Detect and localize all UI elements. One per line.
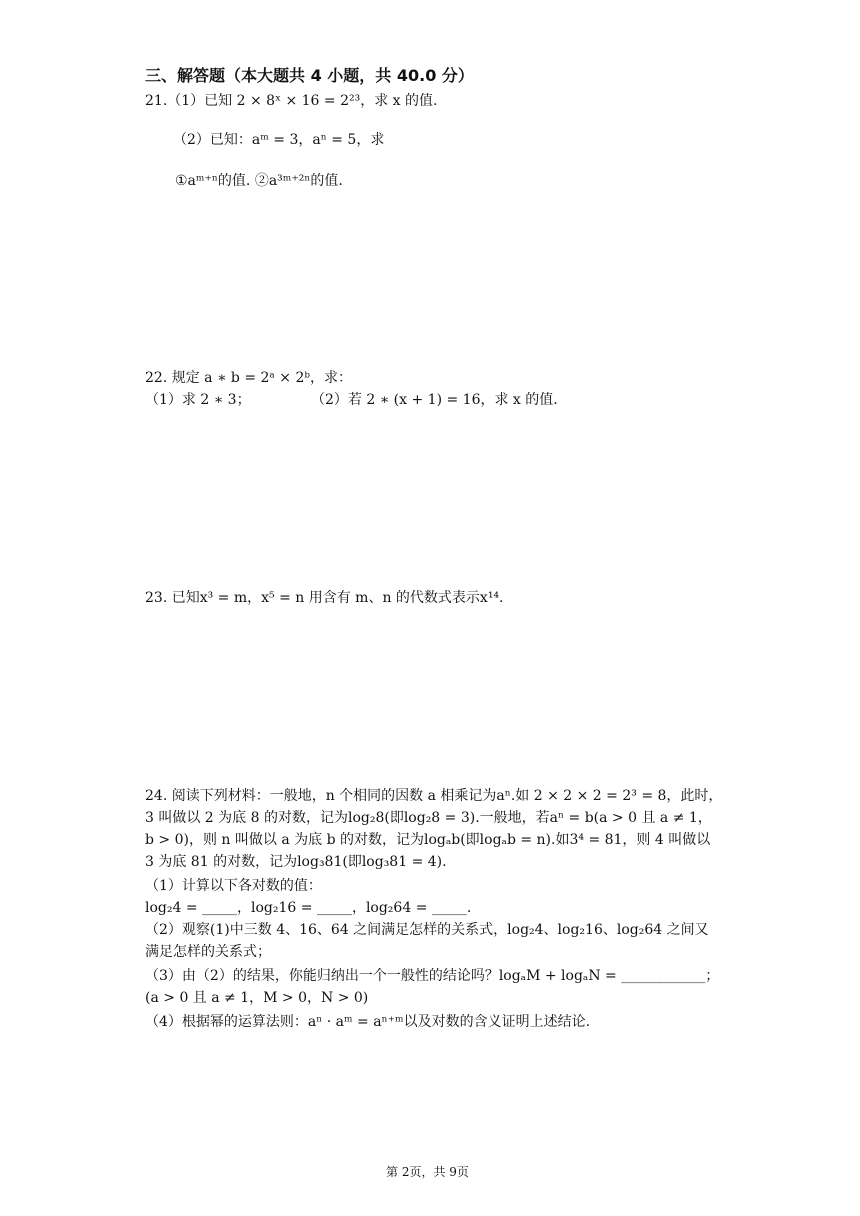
section-title: 三、解答题（本大题共 4 小题，共 40.0 分） [145,66,474,85]
q24-part1-blanks: log₂4 = _____，log₂16 = _____，log₂64 = _____. [145,900,472,916]
q21-part1: 21.（1）已知 2 × 8ˣ × 16 = 2²³，求 x 的值. [145,93,438,109]
q24-part2-line1: （2）观察(1)中三数 4、16、64 之间满足怎样的关系式，log₂4、log₂16、log₂64 之间又 [145,922,709,938]
q24-material-line3: b > 0)，则 n 叫做以 a 为底 b 的对数，记为logₐb(即logₐb = n).如3⁴ = 81，则 4 叫做以 [145,832,711,848]
q22-definition: 22. 规定 a ∗ b = 2ᵃ × 2ᵇ，求： [145,370,352,386]
q23-text: 23. 已知x³ = m，x⁵ = n 用含有 m、n 的代数式表示x¹⁴. [145,590,504,606]
q22-part2: （2）若 2 ∗ (x + 1) = 16，求 x 的值. [311,392,558,408]
q24-material-line2: 3 叫做以 2 为底 8 的对数，记为log₂8(即log₂8 = 3).一般地，若aⁿ = b(a > 0 且 a ≠ 1， [145,810,712,826]
q21-part2: （2）已知：aᵐ = 3，aⁿ = 5，求 [173,132,385,148]
page-number: 第 2页，共 9页 [386,1165,469,1179]
q24-part3-line1: （3）由（2）的结果，你能归纳出一个一般性的结论吗？logₐM + logₐN = ____________； [145,968,720,984]
q22-part1: （1）求 2 ∗ 3； [145,392,251,408]
q24-part1: （1）计算以下各对数的值： [145,878,322,894]
q24-material-line1: 24. 阅读下列材料：一般地，n 个相同的因数 a 相乘记为aⁿ.如 2 × 2 × 2 = 2³ = 8，此时， [145,788,723,804]
q24-part2-line2: 满足怎样的关系式； [145,944,271,960]
q24-part4: （4）根据幂的运算法则：aⁿ · aᵐ = aⁿ⁺ᵐ以及对数的含义证明上述结论. [145,1014,591,1030]
q24-part3-line2: (a > 0 且 a ≠ 1，M > 0，N > 0) [145,990,369,1006]
q24-material-line4: 3 为底 81 的对数，记为log₃81(即log₃81 = 4). [145,854,447,870]
q21-subparts: ①aᵐ⁺ⁿ的值. ②a³ᵐ⁺²ⁿ的值. [175,173,343,189]
